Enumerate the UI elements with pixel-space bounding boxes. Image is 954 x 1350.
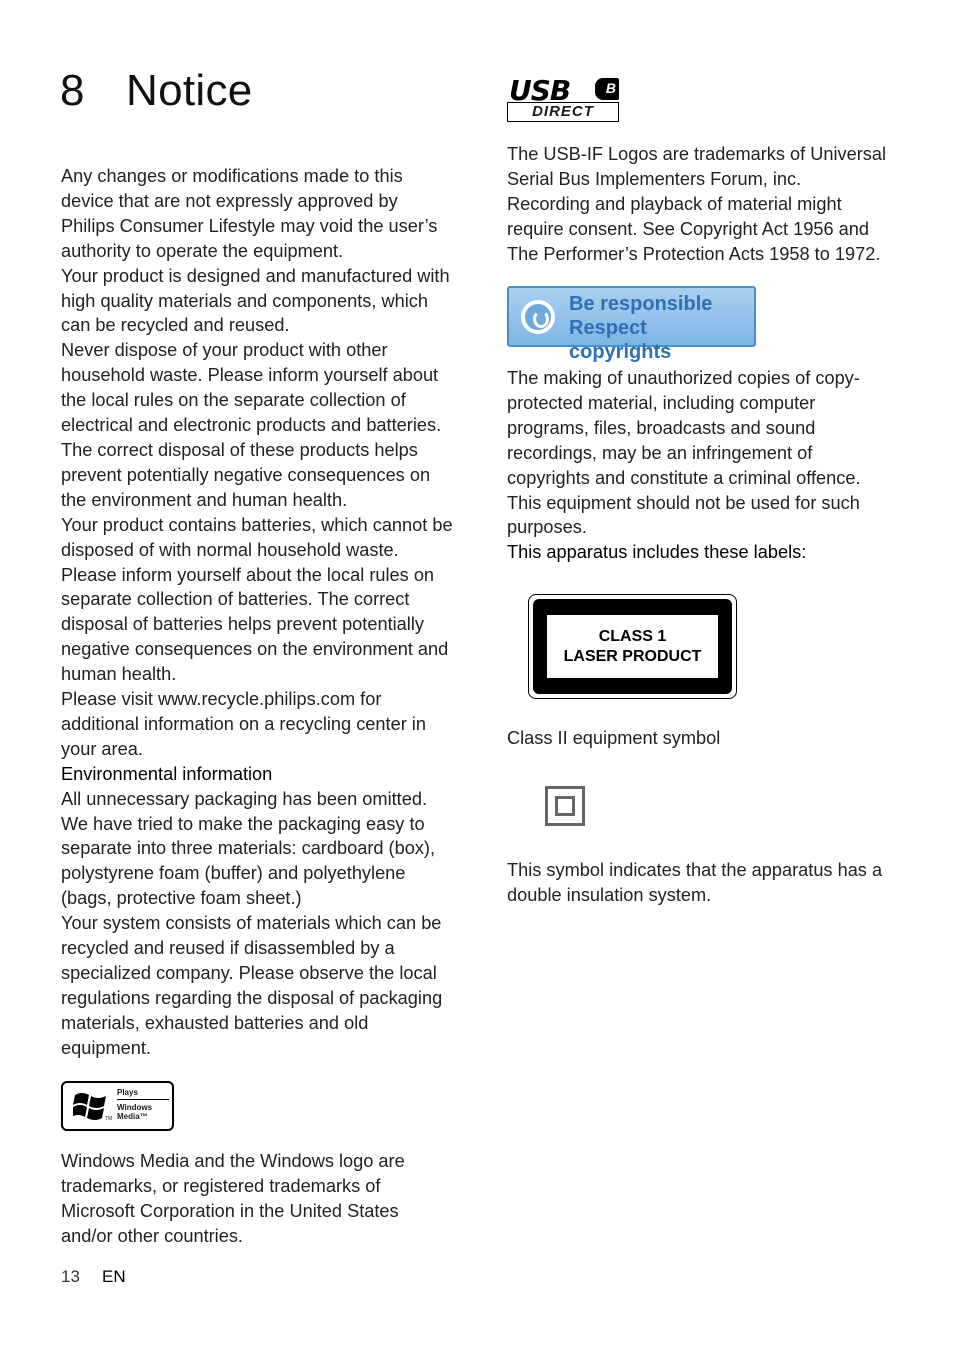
laser-class: CLASS 1 bbox=[598, 627, 667, 645]
laser-product-label bbox=[528, 594, 737, 699]
class2-description: This symbol indicates that the apparatus has a double insulation system. bbox=[507, 860, 883, 905]
wm-name-line2: Media™ bbox=[117, 1112, 148, 1121]
wm-tm: TM bbox=[105, 1116, 113, 1122]
class2-caption: Class II equipment symbol bbox=[507, 728, 721, 748]
resp-line1: Be responsible bbox=[569, 293, 713, 315]
labels-heading: This apparatus includes these labels: bbox=[507, 542, 807, 563]
paragraph-disposal: Never dispose of your product with other household waste. Please inform yourself about the local rules on the separate collection of electrical and electronic products and batteries. The correct disposal of these products helps prevent potentially negative consequences on the environment and human health. bbox=[61, 340, 442, 510]
usb-direct-logo bbox=[507, 74, 621, 124]
wm-divider bbox=[117, 1099, 169, 1100]
language-code: EN bbox=[102, 1267, 126, 1286]
chapter-number: 8 bbox=[60, 66, 85, 115]
page-title bbox=[60, 66, 253, 116]
windows-trademark-block bbox=[61, 1149, 431, 1249]
copyright-block bbox=[507, 366, 897, 565]
usb-block bbox=[507, 142, 897, 267]
page-number: 13 bbox=[61, 1267, 80, 1286]
env-heading: Environmental information bbox=[61, 763, 273, 784]
class2-description-block bbox=[507, 858, 897, 908]
wm-name bbox=[117, 1103, 152, 1121]
usb-logo-text: USB bbox=[509, 74, 571, 107]
left-column bbox=[61, 164, 456, 1061]
laser-label-frame bbox=[533, 599, 732, 694]
resp-line2: Respect copyrights bbox=[569, 317, 672, 363]
windows-flag-icon bbox=[73, 1090, 109, 1122]
wm-plays: Plays bbox=[117, 1088, 138, 1097]
be-responsible-text bbox=[569, 292, 754, 364]
paragraph-recycle-link: Please visit www.recycle.philips.com for additional information on a recycling center in your area. bbox=[61, 689, 426, 759]
laser-product: LASER PRODUCT bbox=[563, 647, 702, 665]
paragraph-batteries: Your product contains batteries, which cannot be disposed of with normal household waste. Please inform yourself about the local rules on separate collection of batteries. The correct disposal of batteries helps prevent potentially negative consequences on the environment and human health. bbox=[61, 514, 453, 685]
double-insulation-icon bbox=[545, 786, 585, 826]
be-responsible-logo bbox=[507, 286, 756, 363]
class2-caption-block bbox=[507, 726, 897, 751]
paragraph-packaging: All unnecessary packaging has been omitted. We have tried to make the packaging easy to separate into three materials: cardboard (box), polystyrene foam (buffer) and polyethylene (bags, protective foam sheet.) bbox=[61, 788, 436, 909]
wm-name-line1: Windows bbox=[117, 1103, 153, 1112]
laser-label-text bbox=[547, 615, 718, 678]
windows-trademark-text: Windows Media and the Windows logo are trademarks, or registered trademarks of Microsoft Corporation in the United States and/or other countries. bbox=[61, 1151, 405, 1246]
unauthorized-copies-text: The making of unauthorized copies of copy-protected material, including computer programs, files, broadcasts and sound recordings, may be an infringement of copyrights and constitute a criminal offence. This equipment should not be used for such purposes. bbox=[507, 368, 861, 538]
usb-trademark-text: The USB-IF Logos are trademarks of Universal Serial Bus Implementers Forum, inc. bbox=[507, 144, 887, 189]
recording-consent-text: Recording and playback of material might require consent. See Copyright Act 1956 and The Performer’s Protection Acts 1958 to 1972. bbox=[507, 193, 881, 264]
paragraph-materials: Your product is designed and manufactured with high quality materials and components, which can be recycled and reused. bbox=[61, 265, 450, 336]
chapter-title: Notice bbox=[126, 66, 253, 115]
usb-direct-label: DIRECT bbox=[507, 102, 619, 122]
copyright-circle-icon bbox=[521, 300, 555, 334]
paragraph-modifications: Any changes or modifications made to this device that are not expressly approved by Philips Consumer Lifestyle may void the user’s authority to operate the equipment. bbox=[61, 166, 438, 261]
double-insulation-inner-square bbox=[555, 796, 575, 816]
usb-badge-letter: B bbox=[605, 80, 616, 96]
paragraph-recycling-system: Your system consists of materials which can be recycled and reused if disassembled by a specialized company. Please observe the local regulations regarding the disposal of packaging materials, exhausted batteries and old equipment. bbox=[61, 913, 443, 1058]
usb-badge bbox=[595, 78, 619, 100]
windows-media-logo bbox=[61, 1081, 174, 1131]
